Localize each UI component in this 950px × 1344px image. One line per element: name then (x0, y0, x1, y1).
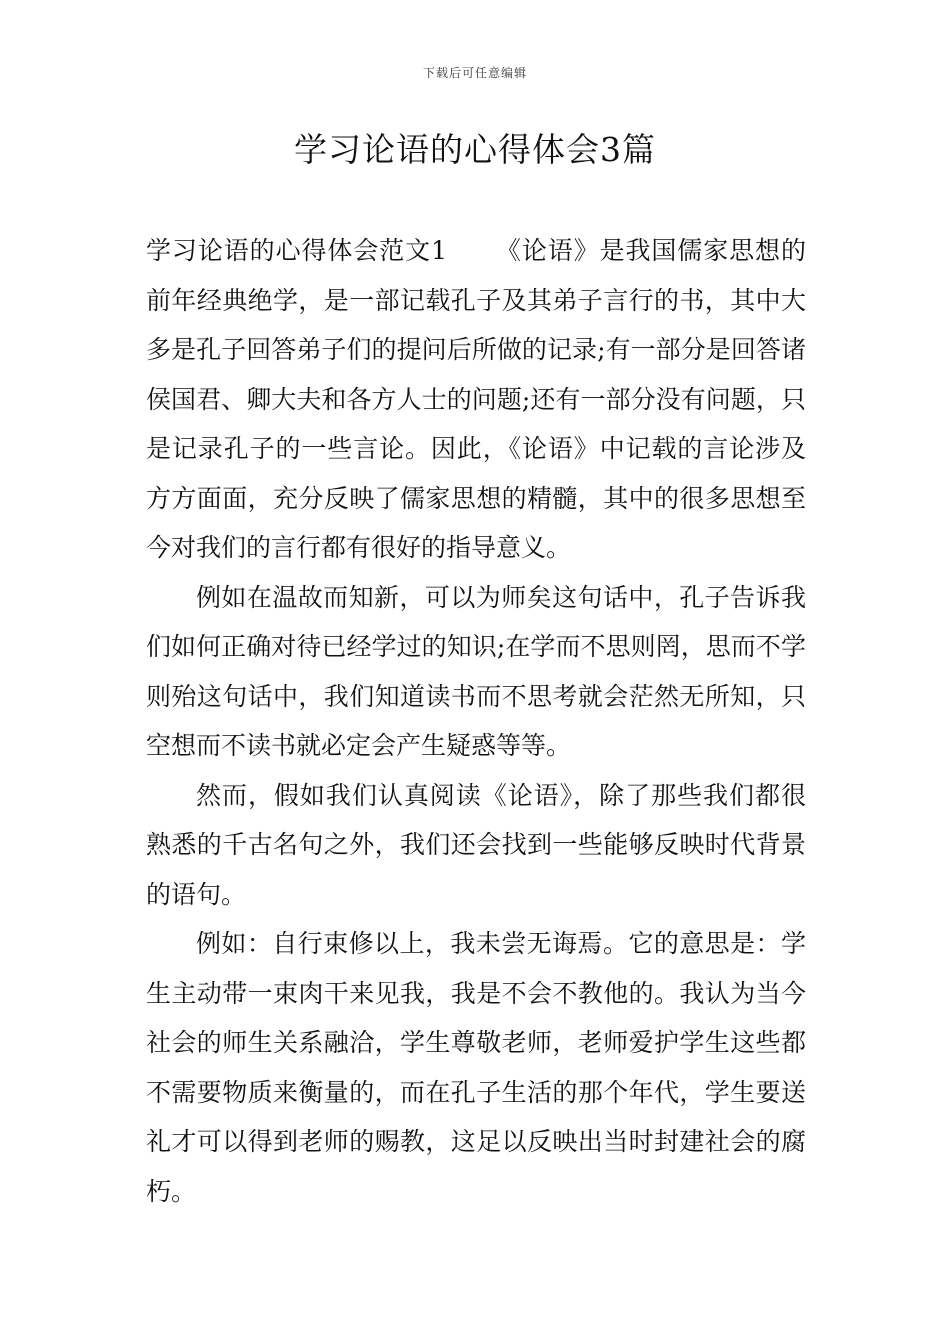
document-title: 学习论语的心得体会3篇 (294, 130, 656, 169)
paragraph-2: 例如在温故而知新，可以为师矣这句话中，孔子告诉我们如何正确对待已经学过的知识;在学而不思则罔，思而不学则殆这句话中，我们知道读书而不思考就会茫然无所知，只空想而不读书就必定会产生疑惑等等。 (146, 582, 806, 760)
paragraph-3: 然而，假如我们认真阅读《论语》，除了那些我们都很熟悉的千古名句之外，我们还会找到一些能够反映时代背景的语句。 (146, 780, 806, 909)
document-body (146, 226, 806, 1216)
section-heading: 学习论语的心得体会范文1 (146, 236, 447, 265)
paragraph-1 (146, 226, 806, 573)
paragraph-4: 例如：自行束修以上，我未尝无诲焉。它的意思是：学生主动带一束肉干来见我，我是不会不教他的。我认为当今社会的师生关系融洽，学生尊敬老师，老师爱护学生这些都不需要物质来衡量的，而在孔子生活的那个年代，学生要送礼才可以得到老师的赐教，这足以反映出当时封建社会的腐朽。 (146, 929, 806, 1206)
header-note: 下载后可任意编辑 (422, 66, 527, 80)
paragraph-1-text: 《论语》是我国儒家思想的前年经典绝学，是一部记载孔子及其弟子言行的书，其中大多是孔子回答弟子们的提问后所做的记录;有一部分是回答诸侯国君、卿大夫和各方人士的问题;还有一部分没有问题，只是记录孔子的一些言论。因此，《论语》中记载的言论涉及方方面面，充分反映了儒家思想的精髓，其中的很多思想至今对我们的言行都有很好的指导意义。 (146, 236, 806, 562)
